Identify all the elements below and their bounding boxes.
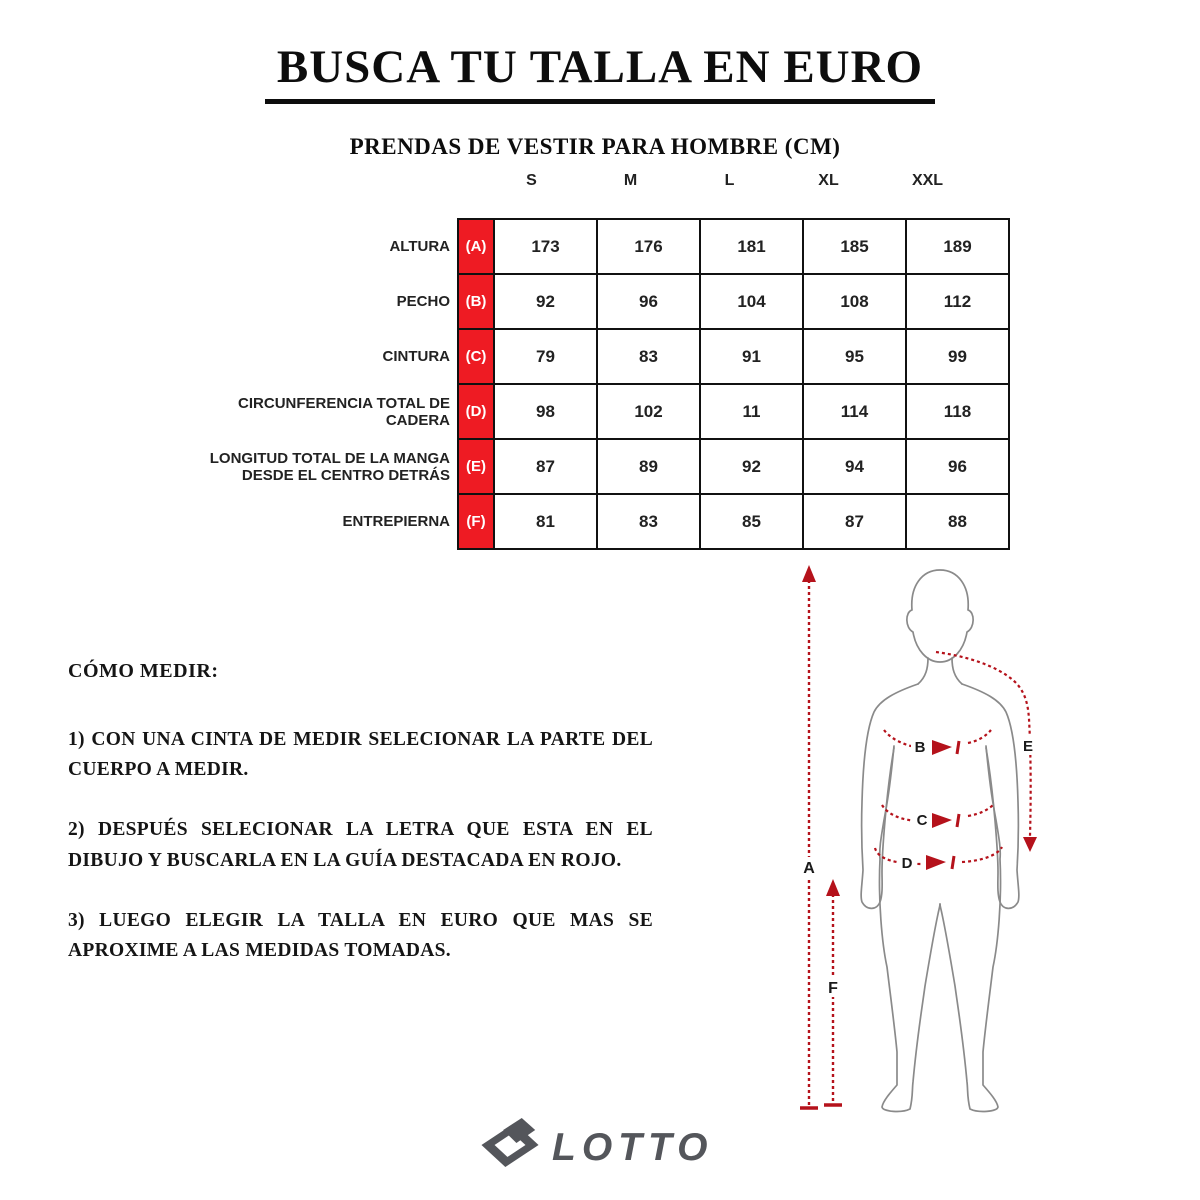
page-subtitle: PRENDAS DE VESTIR PARA HOMBRE (CM) — [349, 134, 841, 159]
body-measurement-diagram — [770, 552, 1100, 1162]
size-cell: 185 — [803, 219, 906, 274]
row-letter-badge: (C) — [458, 329, 494, 384]
inseam-arrow-F — [823, 879, 843, 1105]
size-table — [198, 218, 1010, 550]
table-row — [198, 494, 1009, 549]
page-title: BUSCA TU TALLA EN EURO — [265, 40, 935, 104]
column-header-xl: XL — [818, 172, 839, 189]
waist-arrow-C — [882, 804, 994, 829]
size-cell: 104 — [700, 274, 803, 329]
lotto-logo-text: LOTTO — [552, 1126, 714, 1169]
size-cell: 87 — [803, 494, 906, 549]
row-letter-badge: (A) — [458, 219, 494, 274]
size-cell: 189 — [906, 219, 1009, 274]
size-cell: 112 — [906, 274, 1009, 329]
table-row — [198, 439, 1009, 494]
table-row — [198, 329, 1009, 384]
diagram-label-e: E — [1022, 738, 1034, 755]
row-label: ALTURA — [389, 238, 450, 255]
hip-arrow-D — [875, 847, 1002, 872]
row-letter-badge: (E) — [458, 439, 494, 494]
size-cell: 181 — [700, 219, 803, 274]
size-cell: 108 — [803, 274, 906, 329]
size-cell: 81 — [494, 494, 597, 549]
table-row — [198, 219, 1009, 274]
table-row — [198, 384, 1009, 439]
diagram-label-d: D — [901, 855, 913, 872]
size-cell: 89 — [597, 439, 700, 494]
size-cell: 102 — [597, 384, 700, 439]
size-cell: 176 — [597, 219, 700, 274]
size-cell: 79 — [494, 329, 597, 384]
row-label: CINTURA — [382, 348, 450, 365]
column-header-l: L — [724, 172, 735, 189]
row-label: ENTREPIERNA — [342, 513, 450, 530]
measuring-instructions — [68, 660, 653, 996]
size-cell: 173 — [494, 219, 597, 274]
size-cell: 96 — [597, 274, 700, 329]
size-cell: 91 — [700, 329, 803, 384]
column-header-m: M — [623, 172, 638, 189]
size-cell: 83 — [597, 329, 700, 384]
size-cell: 96 — [906, 439, 1009, 494]
diagram-label-c: C — [916, 812, 928, 829]
size-cell: 87 — [494, 439, 597, 494]
size-cell: 85 — [700, 494, 803, 549]
diagram-label-b: B — [914, 739, 926, 756]
instruction-step-1: 1) CON UNA CINTA DE MEDIR SELECIONAR LA PARTE DEL CUERPO A MEDIR. — [68, 729, 653, 781]
page-subtitle-wrap — [0, 134, 1190, 160]
instructions-heading: CÓMO MEDIR: — [68, 660, 219, 682]
size-cell: 92 — [494, 274, 597, 329]
column-header-xxl: XXL — [911, 172, 944, 189]
lotto-logo — [470, 1098, 720, 1173]
row-label: LONGITUD TOTAL DE LA MANGA DESDE EL CENTRO DETRÁS — [209, 449, 450, 484]
size-cell: 98 — [494, 384, 597, 439]
row-letter-badge: (B) — [458, 274, 494, 329]
size-cell: 11 — [700, 384, 803, 439]
size-cell: 118 — [906, 384, 1009, 439]
size-cell: 114 — [803, 384, 906, 439]
instruction-step-2: 2) DESPUÉS SELECIONAR LA LETRA QUE ESTA EN EL DIBUJO Y BUSCARLA EN LA GUÍA DESTACADA EN ROJO. — [68, 819, 653, 871]
row-letter-badge: (F) — [458, 494, 494, 549]
size-cell: 95 — [803, 329, 906, 384]
man-silhouette — [861, 570, 1019, 1111]
row-label: PECHO — [396, 293, 450, 310]
size-cell: 88 — [906, 494, 1009, 549]
row-label: CIRCUNFERENCIA TOTAL DE CADERA — [238, 394, 450, 429]
page-title-wrap — [0, 40, 1200, 104]
chest-arrow-B — [884, 730, 991, 756]
size-cell: 92 — [700, 439, 803, 494]
diagram-label-f: F — [828, 980, 838, 997]
size-cell: 99 — [906, 329, 1009, 384]
lotto-diamond-icon — [484, 1118, 537, 1162]
size-cell: 94 — [803, 439, 906, 494]
row-letter-badge: (D) — [458, 384, 494, 439]
size-column-headers — [482, 172, 977, 190]
table-row — [198, 274, 1009, 329]
diagram-label-a: A — [803, 860, 815, 877]
height-arrow-A — [799, 565, 819, 1108]
instruction-step-3: 3) LUEGO ELEGIR LA TALLA EN EURO QUE MAS SE APROXIME A LAS MEDIDAS TOMADAS. — [68, 909, 653, 962]
size-cell: 83 — [597, 494, 700, 549]
column-header-s: S — [526, 172, 537, 189]
